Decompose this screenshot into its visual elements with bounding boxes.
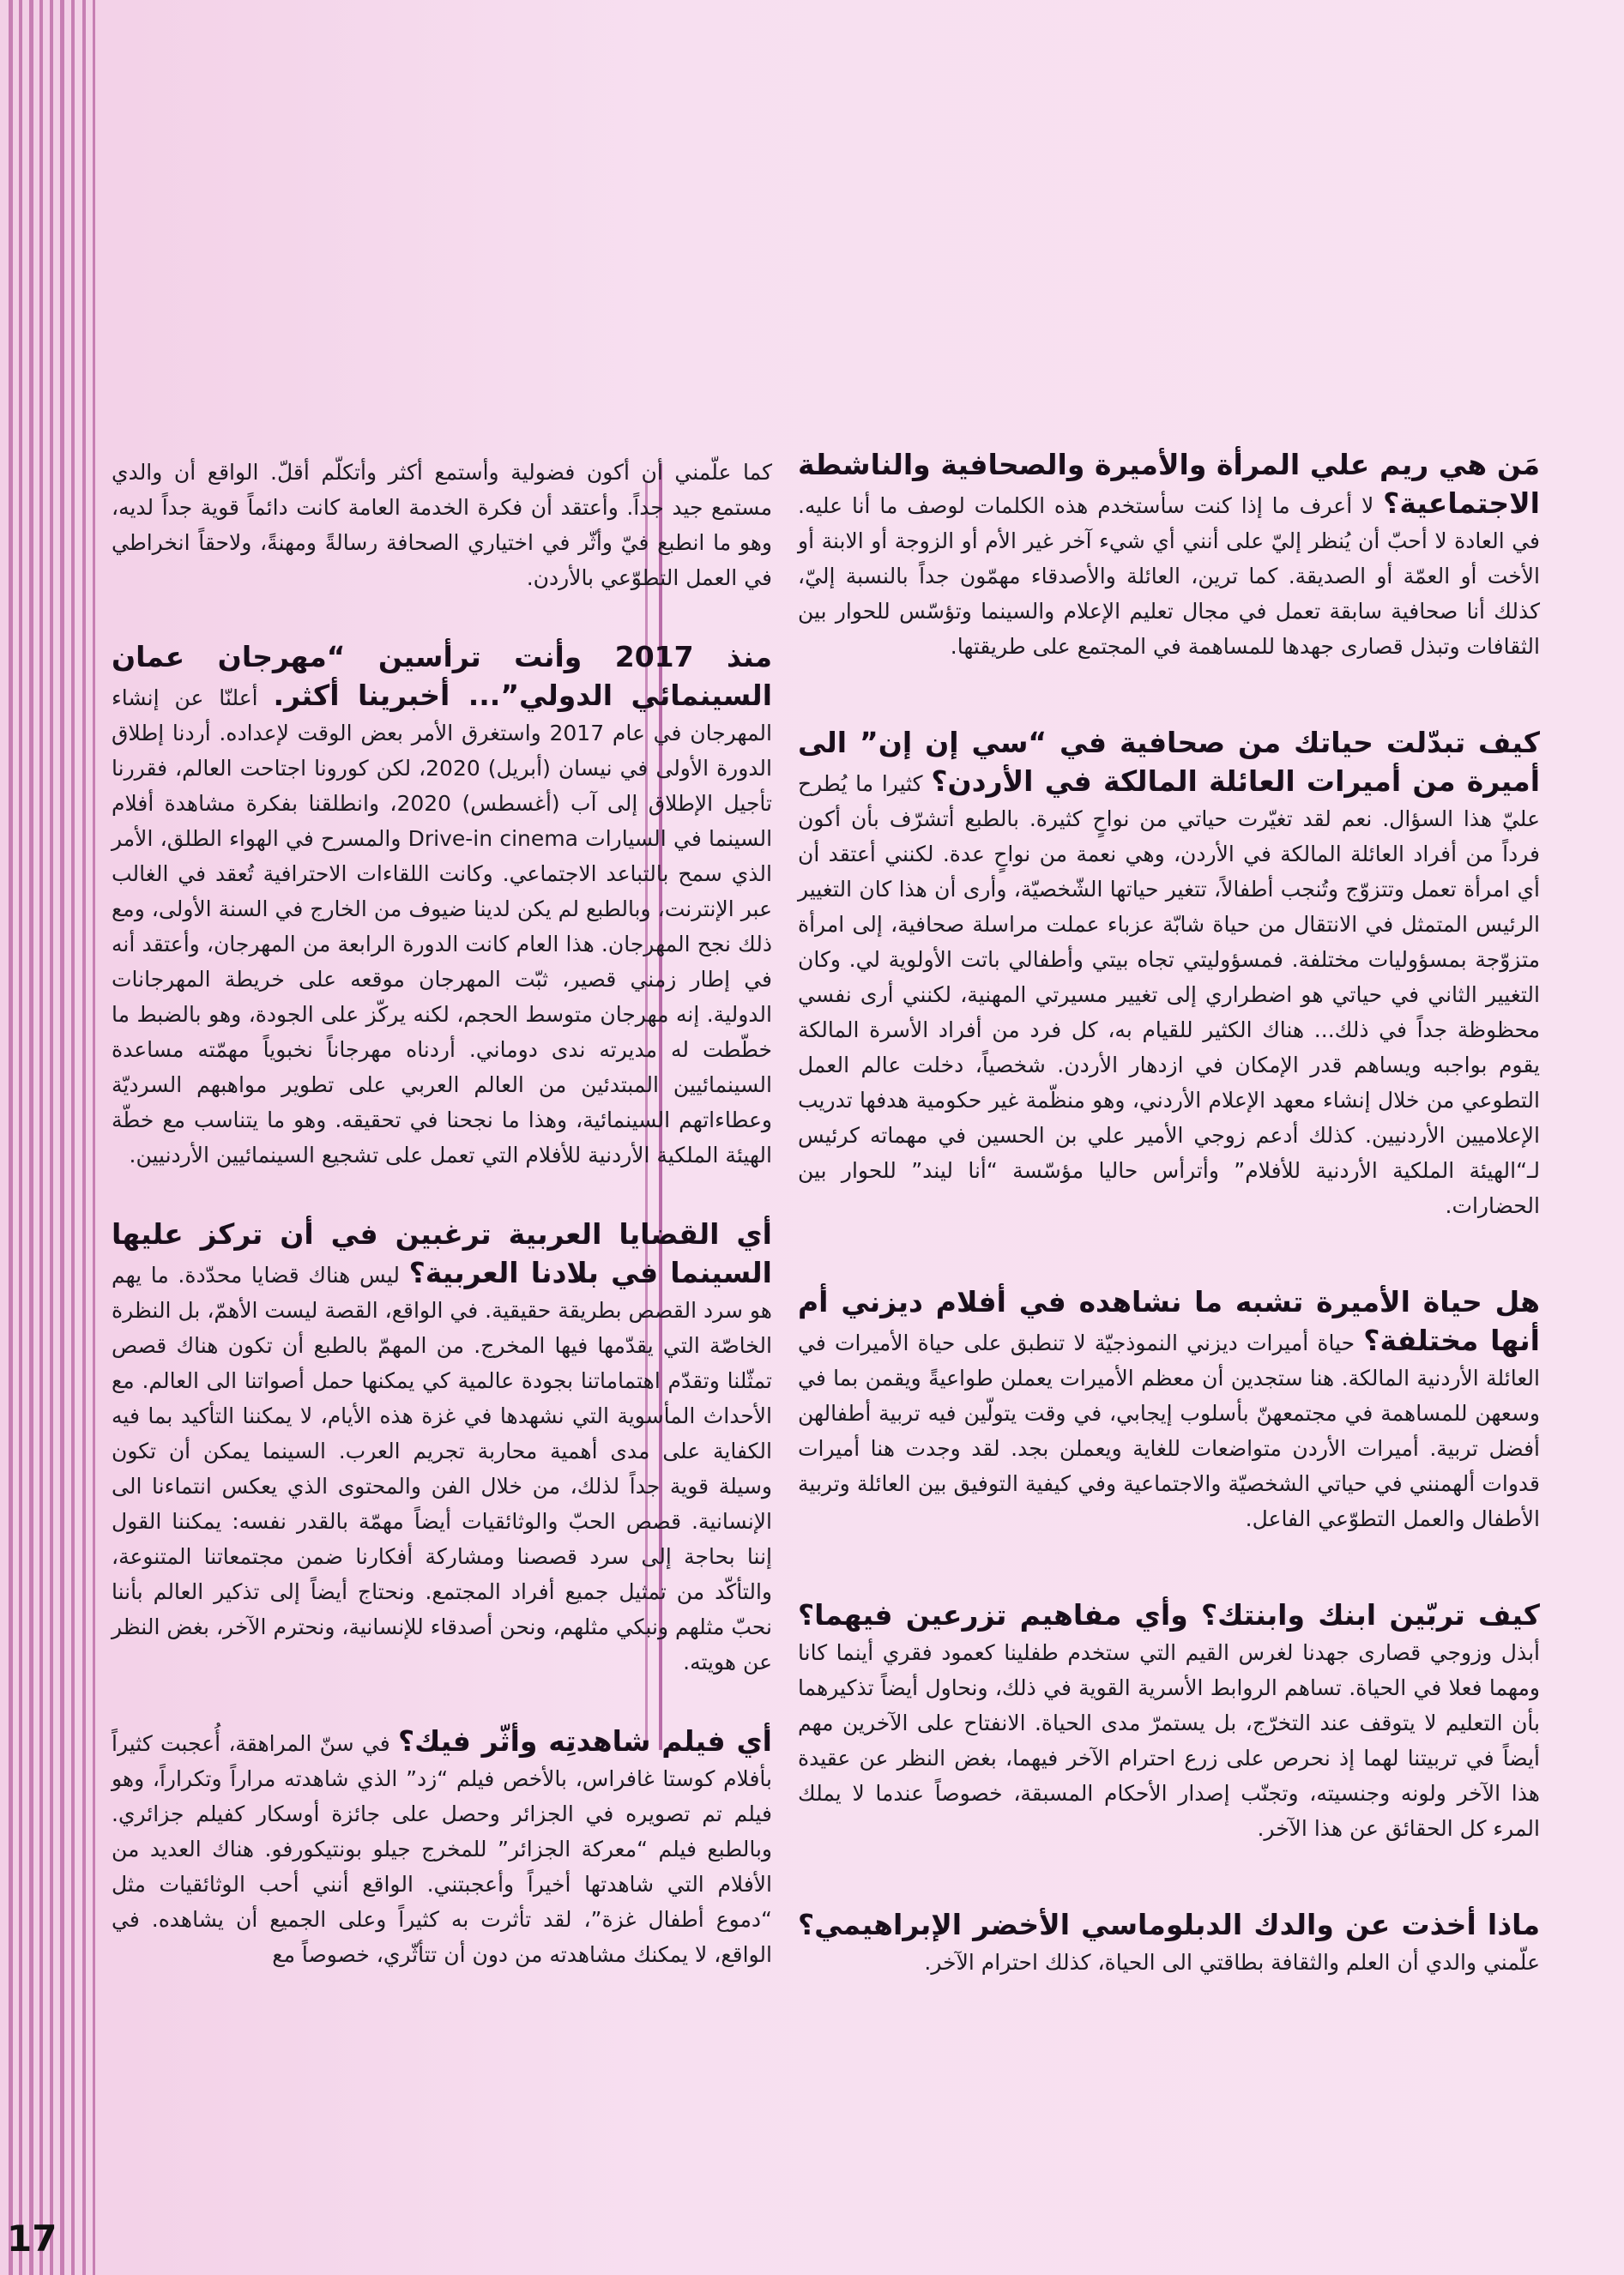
answer-text: حياة أميرات ديزني النموذجيّة لا تنطبق على حياة الأميرات في العائلة الأردنية المالكة. هنا ستجدين أن معظم الأميرات يعملن طواعيةً ويقمن بما في وسعهن للمساهمة في مجتمعهنّ بأسلوب إيجابي، في وقت يتولّين فيه تربية أطفالهن أفضل تربية. أميرات الأردن متواضعات للغاية ويعملن بجد. لقد وجدت هنا أميرات قدوات ألهمنني في حياتي الشخصيّة والاجتماعية وفي كيفية التوفيق بين العائلة وتربية الأطفال والعمل التطوّعي الفاعل. [798, 1331, 1540, 1531]
edge-stripe [19, 0, 22, 2275]
edge-stripe [50, 0, 53, 2275]
left-edge-stripes [0, 0, 103, 2275]
question-heading: منذ 2017 وأنت ترأسين “مهرجان عمان السينمائي الدولي”... أخبرينا أكثر. [112, 640, 773, 712]
answer-text: أعلنّا عن إنشاء المهرجان في عام 2017 واستغرق الأمر بعض الوقت لإعداده. أردنا إطلاق الدورة الأولى في نيسان (أبريل) 2020، لكن كورونا اجتاحت العالم، فقررنا تأجيل الإطلاق إلى آب (أغسطس) 2020، وانطلقنا بفكرة مشاهدة أفلام السينما في السيارات Drive-in cinema والمسرح في الهواء الطلق، الأمر الذي سمح بالتباعد الاجتماعي. وكانت اللقاءات الاحترافية تُعقد في الغالب عبر الإنترنت، وبالطبع لم يكن لدينا ضيوف من الخارج في السنة الأولى، ومع ذلك نجح المهرجان. هذا العام كانت الدورة الرابعة من المهرجان، وأعتقد أنه في إطار زمني قصير، ثبّت المهرجان موقعه على خريطة المهرجانات الدولية. إنه مهرجان متوسط الحجم، لكنه يركّز على الجودة، وهو بالضبط ما خطّطت له مديرته ندى دوماني. أردناه مهرجاناً نخبوياً مهمّته مساعدة السينمائيين المبتدئين من العالم العربي على تطوير مواهبهم السرديّة وعطاءاتهم السينمائية، وهذا ما نجحنا في تحقيقه. وهو ما يتناسب مع خطّة الهيئة الملكية الأردنية للأفلام التي تعمل على تشجيع السينمائيين الأردنيين. [112, 685, 773, 1168]
edge-stripe [60, 0, 64, 2275]
answer-text: ليس هناك قضايا محدّدة. ما يهم هو سرد القصص بطريقة حقيقية. في الواقع، القصة ليست الأهمّ، بل النظرة الخاصّة التي يقدّمها فيها المخرج. من المهمّ بالطبع أن تكون هناك قصص تمثّلنا وتقدّم اهتماماتنا بجودة عالمية كي يمكنها حمل أصواتنا الى العالم. مع الأحداث المأسوية التي نشهدها في غزة هذه الأيام، لا يمكننا التأكيد بما فيه الكفاية على مدى أهمية محاربة تجريم العرب. السينما يمكن أن تكون وسيلة قوية جداً لذلك، من خلال الفن والمحتوى الذي يعكس انتماءنا الى الإنسانية. قصص الحبّ والوثائقيات أيضاً مهمّة بالقدر نفسه: يمكننا القول إننا بحاجة إلى سرد قصصنا ومشاركة أفكارنا ضمن مجتمعاتنا المتنوعة، والتأكّد من تمثيل جميع أفراد المجتمع. ونحتاج أيضاً إلى تذكير العالم بأننا نحبّ مثلهم ونبكي مثلهم، ونحن أصدقاء للإنسانية، ونحترم الآخر، بغض النظر عن هويته. [112, 1263, 772, 1675]
answer-text: علّمني والدي أن العلم والثقافة بطاقتي الى الحياة، كذلك احترام الآخر. [924, 1950, 1540, 1975]
qa-block [798, 1283, 1540, 1536]
page-number: 17 [7, 2218, 57, 2260]
qa-block [798, 1906, 1540, 1980]
question-heading: كيف تربّين ابنك وابنتك؟ وأي مفاهيم تزرعين فيهما؟ [798, 1598, 1540, 1632]
answer-text: في سنّ المراهقة، أُعجبت كثيراً بأفلام كوستا غافراس، بالأخص فيلم “زد” الذي شاهدته مراراً وتكراراً، وهو فيلم تم تصويره في الجزائر وحصل على جائزة أوسكار كفيلم جزائري. وبالطبع فيلم “معركة الجزائر” للمخرج جيلو بونتيكورفو. هناك العديد من الأفلام التي شاهدتها أخيراً وأعجبتني. الواقع أنني أحب الوثائقيات مثل “دموع أطفال غزة”، لقد تأثرت به كثيراً وعلى الجميع أن يشاهده. في الواقع، لا يمكنك مشاهدته من دون أن تتأثّري، خصوصاً مع [112, 1731, 772, 1967]
question-heading: كيف تبدّلت حياتك من صحافية في “سي إن إن” الى أميرة من أميرات العائلة المالكة في الأردن؟ [798, 726, 1541, 798]
qa-block [112, 638, 772, 1173]
right-column [798, 446, 1540, 2040]
edge-stripe [29, 0, 33, 2275]
answer-text: أبذل وزوجي قصارى جهدنا لغرس القيم التي ستخدم طفلينا كعمود فقري أينما كانا ومهما فعلا في الحياة. تساهم الروابط الأسرية القوية في ذلك، ونحاول أيضاً تذكيرهما بأن التعليم لا يتوقف عند التخرّج، بل يستمرّ مدى الحياة. الانفتاح على الآخرين مهم أيضاً في تربيتنا لهما إذ نحرص على زرع احترام الآخر فيهما، بغض النظر عن عقيدة هذا الآخر ولونه وجنسيته، وتجنّب إصدار الأحكام المسبقة، خصوصاً عندما لا يملك المرء كل الحقائق عن هذا الآخر. [798, 1640, 1540, 1841]
question-heading: ماذا أخذت عن والدك الدبلوماسي الأخضر الإبراهيمي؟ [798, 1908, 1540, 1941]
question-heading: هل حياة الأميرة تشبه ما نشاهده في أفلام ديزني أم أنها مختلفة؟ [798, 1285, 1540, 1357]
qa-block [112, 455, 772, 595]
answer-text: كثيرا ما يُطرح عليّ هذا السؤال. نعم لقد تغيّرت حياتي من نواحٍ كثيرة. بالطبع أتشرّف بأن أكون فرداً من أفراد العائلة المالكة في الأردن، وهي نعمة من نواحٍ عدة. لكنني أعتقد أن أي امرأة تعمل وتتزوّج وتُنجب أطفالاً، تتغير حياتها الشّخصيّة، وأرى أن هذا كان التغيير الرئيس المتمثل في الانتقال من حياة شابّة عزباء عملت مراسلة صحافية، إلى امرأة متزوّجة بمسؤوليات مختلفة. فمسؤوليتي تجاه بيتي وأطفالي باتت الأولوية لي. وكان التغيير الثاني في حياتي هو اضطراري إلى تغيير مسيرتي المهنية، لكنني أرى نفسي محظوظة جداً في ذلك... هناك الكثير للقيام به، كل فرد من أفراد الأسرة المالكة يقوم بواجبه ويساهم قدر الإمكان في ازدهار الأردن. شخصياً، دخلت عالم العمل التطوعي من خلال إنشاء معهد الإعلام الأردني، وهو منظّمة غير حكومية هدفها تدريب الإعلاميين الأردنيين. كذلك أدعم زوجي الأمير علي بن الحسين في مهماته كرئيس لـ“الهيئة الملكية الأردنية للأفلام” وأترأس حاليا مؤسّسة “أنا ليند” للحوار بين الحضارات. [798, 771, 1540, 1218]
question-heading: أي القضايا العربية ترغبين في أن تركز عليها السينما في بلادنا العربية؟ [112, 1217, 772, 1289]
qa-block [112, 1216, 772, 1680]
qa-block [798, 724, 1540, 1223]
left-column [112, 455, 772, 1998]
edge-stripe [9, 0, 13, 2275]
question-heading: مَن هي ريم علي المرأة والأميرة والصحافية والناشطة الاجتماعية؟ [798, 448, 1540, 520]
answer-text: كما علّمني أن أكون فضولية وأستمع أكثر وأتكلّم أقلّ. الواقع أن والدي مستمع جيد جداً. وأعتقد أن فكرة الخدمة العامة كانت دائماً قوية جداً لديه، وهو ما انطبع فيّ وأثّر في اختياري الصحافة رسالةً ومهنةً، ولاحقاً انخراطي في العمل التطوّعي بالأردن. [112, 460, 772, 590]
edge-stripe [39, 0, 43, 2275]
qa-block [112, 1723, 772, 1972]
edge-stripe [93, 0, 95, 2275]
edge-stripe [71, 0, 75, 2275]
question-heading: أي فيلم شاهدتِه وأثّر فيك؟ [397, 1724, 772, 1758]
qa-block [798, 446, 1540, 664]
qa-block [798, 1596, 1540, 1846]
answer-text: لا أعرف ما إذا كنت سأستخدم هذه الكلمات لوصف ما أنا عليه. في العادة لا أحبّ أن يُنظر إليّ على أنني أي شيء آخر غير الأم أو الزوجة أو الابنة أو الأخت أو العمّة أو الصديقة. كما ترين، العائلة والأصدقاء مهمّون جداً بالنسبة إليّ، كذلك أنا صحافية سابقة تعمل في مجال تعليم الإعلام والسينما وتؤسّس للحوار بين الثقافات وتبذل قصارى جهدها للمساهمة في المجتمع على طريقتها. [798, 493, 1540, 659]
edge-stripe [82, 0, 86, 2275]
